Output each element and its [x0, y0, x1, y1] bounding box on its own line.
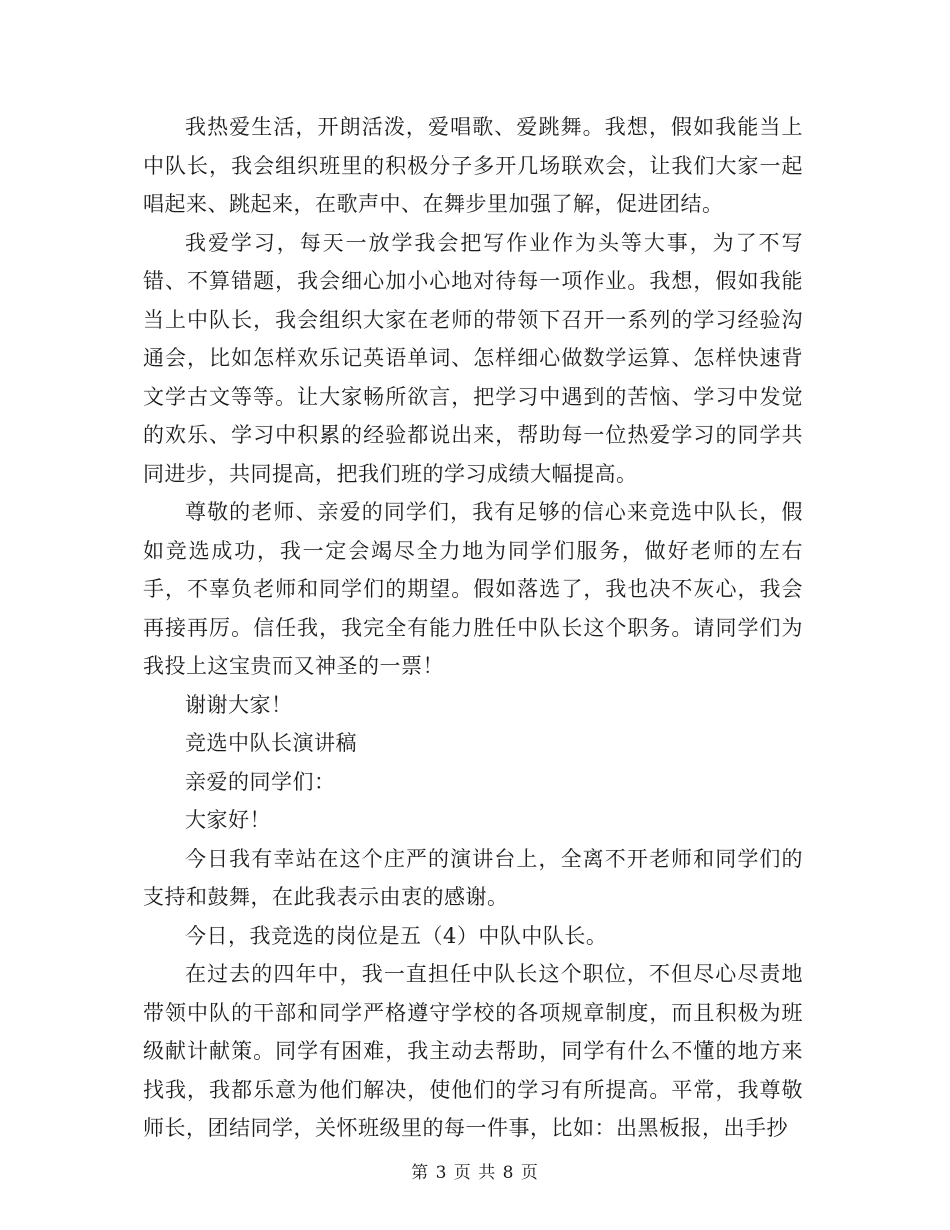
paragraph: 尊敬的老师、亲爱的同学们，我有足够的信心来竞选中队长，假如竞选成功，我一定会竭尽全力地为同学们服务，做好老师的左右手，不辜负老师和同学们的期望。假如落选了，我也决不灰心，我会再接再厉。信任我，我完全有能力胜任中队长这个职务。请同学们为我投上这宝贵而又神圣的一票！	[143, 500, 803, 678]
paragraph: 今日，我竞选的岗位是五（4）中队中队长。	[185, 923, 608, 948]
paragraph: 在过去的四年中，我一直担任中队长这个职位，不但尽心尽责地带领中队的干部和同学严格遵守学校的各项规章制度，而且积极为班级献计献策。同学有困难，我主动去帮助，同学有什么不懂的地方来找我，我都乐意为他们解决，使他们的学习有所提高。平常，我尊敬师长，团结同学，关怀班级里的每一件事，比如：出黑板报，出手抄	[143, 962, 803, 1140]
greeting: 大家好！	[185, 808, 271, 832]
section-title: 竞选中队长演讲稿	[185, 731, 357, 755]
paragraph: 我爱学习，每天一放学我会把写作业作为头等大事，为了不写错、不算错题，我会细心加小心地对待每一项作业。我想，假如我能当上中队长，我会组织大家在老师的带领下召开一系列的学习经验沟通会，比如怎样欢乐记英语单词、怎样细心做数学运算、怎样快速背文学古文等等。让大家畅所欲言，把学习中遇到的苦恼、学习中发觉的欢乐、学习中积累的经验都说出来，帮助每一位热爱学习的同学共同进步，共同提高，把我们班的学习成绩大幅提高。	[143, 230, 803, 486]
page-footer: 第 3 页 共 8 页	[411, 1163, 539, 1183]
salutation: 亲爱的同学们：	[185, 769, 336, 794]
paragraph: 我热爱生活，开朗活泼，爱唱歌、爱跳舞。我想，假如我能当上中队长，我会组织班里的积极分子多开几场联欢会，让我们大家一起唱起来、跳起来，在歌声中、在舞步里加强了解，促进团结。	[143, 115, 803, 216]
paragraph: 今日我有幸站在这个庄严的演讲台上，全离不开老师和同学们的支持和鼓舞，在此我表示由衷的感谢。	[143, 846, 803, 909]
paragraph: 谢谢大家！	[185, 692, 293, 717]
document-body	[143, 108, 803, 1148]
